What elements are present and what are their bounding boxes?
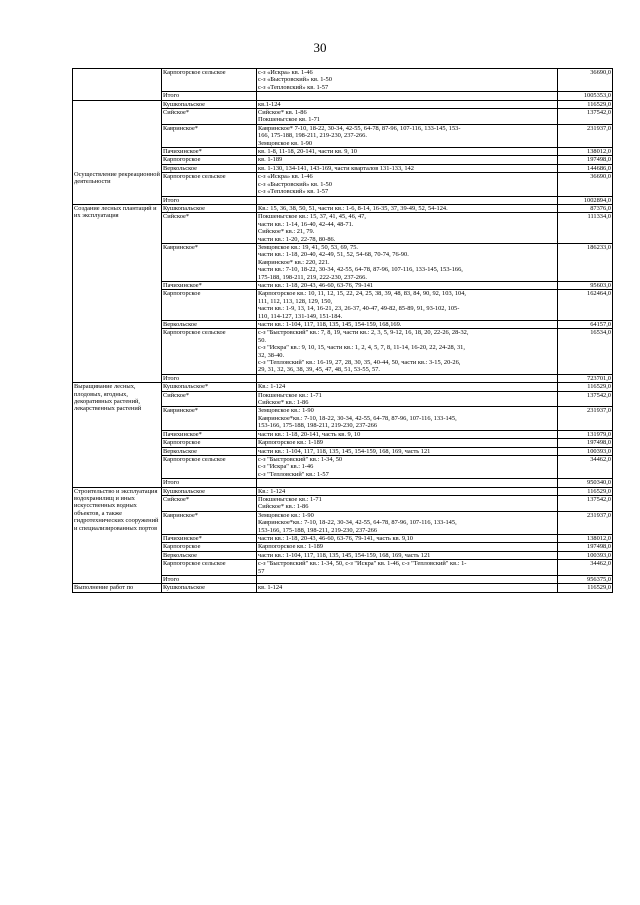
activity-cell bbox=[73, 69, 162, 101]
area-value: 131979,0 bbox=[558, 430, 613, 438]
page-number: 30 bbox=[313, 40, 327, 55]
quarter-line: с-з «Быстровский» кв. 1-50 bbox=[258, 76, 332, 84]
quarter-line: с-з "Быстровский" кв.: 1-34, 50 bbox=[258, 455, 343, 463]
forestry-name: Карпогорское сельское bbox=[162, 69, 257, 92]
activity-cell bbox=[73, 383, 162, 487]
area-value: 116529,0 bbox=[558, 487, 613, 495]
quarter-line: части кв.: 1-20, 22-78, 80-86. bbox=[258, 235, 336, 243]
forestry-name: Карпогорское bbox=[162, 290, 257, 321]
quarters-cell bbox=[257, 374, 558, 382]
quarters-cell bbox=[257, 447, 558, 455]
activity-cell bbox=[73, 584, 162, 592]
quarter-line: с-з "Искра" кв.: 9, 10, 15, части кв.: 1, 2, 4, 5, 7, 8, 11-14, 16-20, 22, 24-28, 31, bbox=[258, 344, 465, 352]
forestry-name: Карпогорское bbox=[162, 439, 257, 447]
quarter-line: части кв.: 1-18, 20-43, 46-60, 63-76, 79-141 bbox=[258, 281, 374, 289]
area-value: 144686,0 bbox=[558, 164, 613, 172]
quarter-line: 110, 114-127, 131-149, 151-184. bbox=[258, 312, 343, 320]
area-value: 16534,0 bbox=[558, 329, 613, 374]
area-value: 116529,0 bbox=[558, 584, 613, 592]
table-row bbox=[73, 204, 613, 212]
quarter-line: Покшеньгское кв. 1-71 bbox=[258, 116, 320, 124]
table-row bbox=[73, 487, 613, 495]
forestry-name: Сийское* bbox=[162, 213, 257, 244]
total-label: Итого bbox=[162, 196, 257, 204]
table-row bbox=[73, 383, 613, 391]
quarter-line: Земцовское кв.: 1-90 bbox=[258, 407, 314, 415]
activity-cell bbox=[73, 204, 162, 382]
forest-use-table bbox=[72, 68, 613, 593]
forestry-name: Веркольское bbox=[162, 321, 257, 329]
forestry-name: Карпогорское bbox=[162, 543, 257, 551]
quarter-line: с-з "Быстровский" кв.: 1-34, 50, с-з "Искра" кв. 1-46, с-з "Тепловский" кв.: 1- bbox=[258, 560, 467, 568]
quarter-line: части кв.: 1-18, 20-141, часть кв. 9, 10 bbox=[258, 430, 361, 438]
quarter-line: части кв.: 7-10, 18-22, 30-34, 42-55, 64-78, 87-96, 107-116, 133-145, 153-166, bbox=[258, 266, 463, 274]
forestry-name: Веркольское bbox=[162, 164, 257, 172]
area-value: 64157,0 bbox=[558, 321, 613, 329]
quarter-line: Сийское* кв. 1-86 bbox=[258, 109, 307, 117]
quarter-line: с-з «Тепловский» кв. 1-57 bbox=[258, 188, 329, 196]
quarter-line: с-з "Искра" кв.: 1-46 bbox=[258, 463, 314, 471]
area-value: 100393,0 bbox=[558, 447, 613, 455]
quarters-cell bbox=[257, 196, 558, 204]
quarter-line: 50. bbox=[258, 336, 266, 344]
quarter-line: 153-166, 175-188, 198-211, 219-230, 237-266 bbox=[258, 526, 378, 534]
area-value: 231937,0 bbox=[558, 124, 613, 147]
table-row bbox=[73, 100, 613, 108]
quarter-line: Покшеньгское кв.: 1-71 bbox=[258, 391, 322, 399]
forestry-name: Кавринское* bbox=[162, 511, 257, 534]
quarter-line: Кавринское* кв.: 220, 221. bbox=[258, 258, 330, 266]
quarter-line: Сийское* кв.: 1-86 bbox=[258, 399, 309, 407]
table-row bbox=[73, 584, 613, 592]
quarters-cell bbox=[257, 124, 558, 147]
forestry-name: Кушкопальское bbox=[162, 487, 257, 495]
forestry-name: Карпогорское сельское bbox=[162, 560, 257, 576]
area-value: 116529,0 bbox=[558, 100, 613, 108]
quarter-line: с-з «Искра» кв. 1-46 bbox=[258, 173, 313, 181]
area-value: 231937,0 bbox=[558, 511, 613, 534]
quarter-line: Кв.: 15, 36, 38, 50, 51, части кв.: 1-6, 8-14, 16-35, 37, 39-49, 52, 54-124. bbox=[258, 204, 448, 212]
area-value: 138012,0 bbox=[558, 534, 613, 542]
quarters-cell bbox=[257, 576, 558, 584]
forestry-name: Пачихинское* bbox=[162, 534, 257, 542]
quarters-cell bbox=[257, 543, 558, 551]
quarter-line: 32, 38-40. bbox=[258, 351, 285, 359]
quarter-line: 166, 175-188, 198-211, 219-230, 237-266. bbox=[258, 132, 367, 140]
quarter-line: кв.1-124 bbox=[258, 100, 281, 108]
forestry-name: Сийское* bbox=[162, 495, 257, 511]
quarters-cell bbox=[257, 487, 558, 495]
activity-name: Осуществление рекреационной деятельности bbox=[74, 170, 160, 186]
forestry-name: Веркольское bbox=[162, 447, 257, 455]
area-value: 100393,0 bbox=[558, 551, 613, 559]
quarter-line: кв. 1-124 bbox=[258, 584, 283, 592]
area-value: 162464,0 bbox=[558, 290, 613, 321]
quarter-line: части кв.: 1-18, 20-43, 46-60, 63-76, 79-141, часть кв. 9,10 bbox=[258, 534, 414, 542]
quarters-cell bbox=[257, 213, 558, 244]
quarter-line: Кавринское*кв.: 7-10, 18-22, 30-34, 42-55, 64-78, 87-96, 107-116, 133-145, bbox=[258, 519, 457, 527]
quarter-line: Земцовское кв.: 19, 41, 50, 53, 69, 75. bbox=[258, 243, 359, 251]
quarter-line: Кавринское* 7-10, 18-22, 30-34, 42-55, 64-78, 87-96, 107-116, 133-145, 153- bbox=[258, 124, 461, 132]
table-body bbox=[73, 69, 613, 593]
activity-cell bbox=[73, 487, 162, 584]
quarter-line: Карпогорское кв.: 1-189 bbox=[258, 543, 324, 551]
quarter-line: с-з «Искра» кв. 1-46 bbox=[258, 69, 313, 76]
area-value: 138012,0 bbox=[558, 148, 613, 156]
quarter-line: части кв.: 1-104, 117, 118, 135, 145, 154-159, 168, 169, часть 121 bbox=[258, 551, 431, 559]
quarters-cell bbox=[257, 69, 558, 92]
forestry-name: Пачихинское* bbox=[162, 430, 257, 438]
quarter-line: Кв.: 1-124 bbox=[258, 383, 286, 391]
quarter-line: части кв.: 1-104, 117, 118, 135, 145, 154-159, 168, 169, часть 121 bbox=[258, 447, 431, 455]
area-value: 87376,0 bbox=[558, 204, 613, 212]
activity-cell bbox=[73, 100, 162, 204]
quarters-cell bbox=[257, 204, 558, 212]
quarter-line: с-з "Быстровский" кв.: 7, 8, 19, части кв.: 2, 3, 5, 9-12, 16, 18, 20, 22-26, 28-32, bbox=[258, 329, 469, 337]
quarters-cell bbox=[257, 100, 558, 108]
quarters-cell bbox=[257, 439, 558, 447]
activity-name: Строительство и эксплуатация водохранилищ и иных искусственных водных объектов, а также гидротехнических сооружений и специализированных портов bbox=[74, 487, 159, 532]
total-area: 1005353,0 bbox=[558, 92, 613, 100]
quarters-cell bbox=[257, 383, 558, 391]
quarters-cell bbox=[257, 156, 558, 164]
quarters-cell bbox=[257, 584, 558, 592]
quarter-line: 57 bbox=[258, 567, 265, 575]
forestry-name: Кавринское* bbox=[162, 124, 257, 147]
area-value: 116529,0 bbox=[558, 383, 613, 391]
forestry-name: Веркольское bbox=[162, 551, 257, 559]
quarters-cell bbox=[257, 92, 558, 100]
area-value: 197498,0 bbox=[558, 543, 613, 551]
quarter-line: с-з "Тепловский" кв.: 16-19, 27, 28, 30, 35, 40-44, 50, части кв.: 3-15, 20-26, bbox=[258, 359, 461, 367]
activity-name: Выполнение работ по bbox=[74, 584, 134, 592]
area-value: 186233,0 bbox=[558, 243, 613, 281]
quarter-line: 111, 112, 113, 128, 129, 150, bbox=[258, 297, 333, 305]
quarters-cell bbox=[257, 321, 558, 329]
quarter-line: Земцовское кв. 1-90 bbox=[258, 139, 313, 147]
quarter-line: Покшеньгское кв.: 1-71 bbox=[258, 495, 322, 503]
total-area: 950340,0 bbox=[558, 479, 613, 487]
area-value: 95603,0 bbox=[558, 281, 613, 289]
quarters-cell bbox=[257, 479, 558, 487]
quarter-line: кв. 1-130, 134-141, 143-169, части кварталов 131-133, 142 bbox=[258, 164, 414, 172]
area-value: 137542,0 bbox=[558, 109, 613, 125]
quarter-line: Сийское* кв.: 21, 79. bbox=[258, 228, 315, 236]
quarter-line: с-з «Тепловский» кв. 1-57 bbox=[258, 83, 329, 91]
area-value: 34462,0 bbox=[558, 455, 613, 478]
forestry-name: Пачихинское* bbox=[162, 281, 257, 289]
forestry-name: Кушкопальское* bbox=[162, 383, 257, 391]
forestry-name: Карпогорское сельское bbox=[162, 329, 257, 374]
quarters-cell bbox=[257, 551, 558, 559]
total-area: 723701,0 bbox=[558, 374, 613, 382]
forestry-name: Кавринское* bbox=[162, 407, 257, 430]
quarter-line: Кавринское*кв.: 7-10, 18-22, 30-34, 42-55, 64-78, 87-96, 107-116, 133-145, bbox=[258, 414, 457, 422]
quarters-cell bbox=[257, 281, 558, 289]
quarter-line: Карпогорское кв.: 1-189 bbox=[258, 439, 324, 447]
activity-name: Создание лесных плантаций и их эксплуатация bbox=[74, 204, 157, 220]
area-value: 36690,0 bbox=[558, 69, 613, 92]
table-row bbox=[73, 69, 613, 92]
quarter-line: Кв.: 1-124 bbox=[258, 487, 286, 495]
quarter-line: кв. 1-189 bbox=[258, 156, 283, 164]
quarters-cell bbox=[257, 148, 558, 156]
quarter-line: 153-166, 175-188, 198-211, 219-230, 237-266 bbox=[258, 422, 378, 430]
area-value: 34462,0 bbox=[558, 560, 613, 576]
forestry-name: Карпогорское сельское bbox=[162, 173, 257, 196]
quarters-cell bbox=[257, 329, 558, 374]
quarter-line: Покшеньгское кв.: 15, 37, 41, 45, 46, 47, bbox=[258, 213, 366, 221]
quarters-cell bbox=[257, 290, 558, 321]
quarters-cell bbox=[257, 455, 558, 478]
quarters-cell bbox=[257, 495, 558, 511]
area-value: 111334,0 bbox=[558, 213, 613, 244]
area-value: 137542,0 bbox=[558, 495, 613, 511]
total-label: Итого bbox=[162, 576, 257, 584]
quarters-cell bbox=[257, 430, 558, 438]
quarter-line: 175-188, 198-211, 219, 222-230, 237-266. bbox=[258, 273, 367, 281]
quarters-cell bbox=[257, 407, 558, 430]
area-value: 197498,0 bbox=[558, 439, 613, 447]
forestry-name: Карпогорское сельское bbox=[162, 455, 257, 478]
quarter-line: части кв.: 1-104, 117, 118, 135, 145, 154-159, 168,169. bbox=[258, 321, 402, 328]
quarters-cell bbox=[257, 391, 558, 407]
total-label: Итого bbox=[162, 374, 257, 382]
quarter-line: Сийское* кв.: 1-86 bbox=[258, 503, 309, 511]
quarters-cell bbox=[257, 173, 558, 196]
activity-name: Выращивание лесных, плодовых, ягодных, декоративных растений, лекарственных растений bbox=[74, 383, 142, 413]
total-label: Итого bbox=[162, 92, 257, 100]
quarters-cell bbox=[257, 511, 558, 534]
forestry-name: Кушкопальское bbox=[162, 100, 257, 108]
total-area: 956375,0 bbox=[558, 576, 613, 584]
total-label: Итого bbox=[162, 479, 257, 487]
quarters-cell bbox=[257, 109, 558, 125]
total-area: 1002894,0 bbox=[558, 196, 613, 204]
area-value: 231937,0 bbox=[558, 407, 613, 430]
quarter-line: Земцовское кв.: 1-90 bbox=[258, 511, 314, 519]
forestry-name: Кавринское* bbox=[162, 243, 257, 281]
quarter-line: 29, 31, 32, 36, 38, 39, 45, 47, 48, 51, 53-55, 57. bbox=[258, 366, 380, 374]
area-value: 36690,0 bbox=[558, 173, 613, 196]
area-value: 197498,0 bbox=[558, 156, 613, 164]
quarters-cell bbox=[257, 560, 558, 576]
forestry-name: Пачихинское* bbox=[162, 148, 257, 156]
quarters-cell bbox=[257, 164, 558, 172]
forestry-name: Карпогорское bbox=[162, 156, 257, 164]
quarter-line: кв. 1-8, 11-18, 20-141, части кв. 9, 10 bbox=[258, 148, 357, 156]
quarter-line: с-з «Быстровский» кв. 1-50 bbox=[258, 180, 332, 188]
quarters-cell bbox=[257, 243, 558, 281]
quarter-line: части кв.: 1-9, 13, 14, 16-21, 23, 26-37, 40-47, 49-82, 85-89, 91, 93-102, 105- bbox=[258, 305, 460, 313]
quarters-cell bbox=[257, 534, 558, 542]
quarter-line: Карпогорское кв.: 10, 11, 12, 15, 22, 24, 25, 38, 39, 48, 83, 84, 90, 92, 103, 104, bbox=[258, 290, 467, 298]
quarter-line: части кв.: 1-18, 20-40, 42-49, 51, 52, 54-68, 70-74, 76-90. bbox=[258, 251, 409, 259]
quarter-line: с-з "Тепловский" кв.: 1-57 bbox=[258, 470, 329, 478]
forestry-name: Кушкопальское bbox=[162, 584, 257, 592]
area-value: 137542,0 bbox=[558, 391, 613, 407]
forestry-name: Кушкопальское bbox=[162, 204, 257, 212]
forestry-name: Сийское* bbox=[162, 109, 257, 125]
quarter-line: части кв.: 1-14, 16-40, 42-44, 48-71. bbox=[258, 220, 354, 228]
forestry-name: Сийское* bbox=[162, 391, 257, 407]
